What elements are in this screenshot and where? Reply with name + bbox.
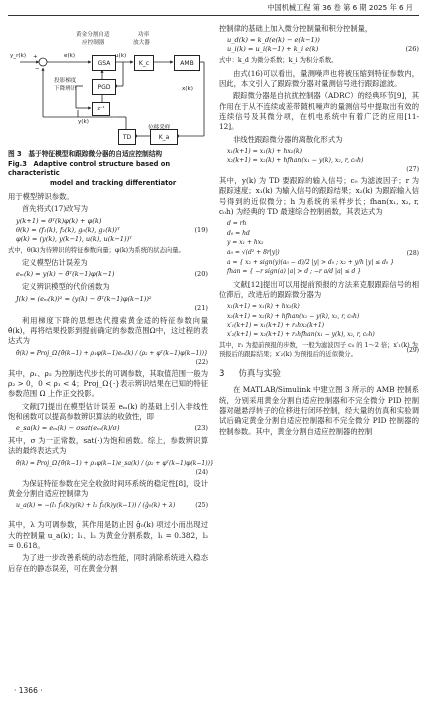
equation-number: (23) [194,424,208,433]
equation-line: d = rh [227,220,247,228]
equation-24 [16,459,214,476]
equation-line: fhan = { −r sign(a) |a| > d ; −r a/d |a| ≤ d } [227,268,362,276]
equation-number: (28) [406,250,419,258]
label-uk: u(k) [115,53,127,59]
pgd-label: PGD [97,83,111,91]
equation-line: x₂(k+1) = x₂(k) + hfhan(x₁ − y(k), x₂, r, c₀h) [227,156,364,164]
paragraph: 为了进一步改善系统的动态性能，同时消除系统进入稳态后存在的静态误差，可在黄金分割 [8,553,208,573]
paragraph: 其中，ρ₁、ρ₂ 为控制迭代步长的可调参数，其取值范围一般为 ρ₂ > 0，0 < ρ₁ < 4；Proj_Ω{·}表示辨识结果在已知的特征参数范围 Ω 上作正交投影。 [8,368,208,399]
label-plus: + [33,54,38,60]
paragraph: 其中，λ 为可调参数，其作用是防止因 ĝ₀(k) 项过小而出现过大的控制量 u_a(k)；l₁、l₂ 为黄金分割系数，l₁ = 0.382，l₂ = 0.618。 [8,520,208,550]
paragraph: 其中，σ 为一正常数，sat(·)为饱和函数。综上，参数辨识算法的最终表达式为 [8,436,208,456]
kc-block [134,55,154,71]
page-number: · 1366 · [14,686,43,695]
pgd-block [92,79,116,95]
equation-note: 其中，r₁ 为提前预报的步数，一般为滤波因子 c₀ 的 1～2 倍；x′₁(k) 为预报后的跟踪结果；x′₂(k) 为预报后的近似微分。 [219,342,418,358]
paragraph: 用于模型辨识参数。 [8,192,74,201]
paragraph: 文献[7]提出在模型估计误差 eₘ(k) 的基础上引入非线性饱和函数可以提高参数辨识算法的收敛性，即 [8,401,208,421]
paragraph: 非线性跟踪微分器的离散化形式为 [233,134,343,144]
paragraph: 文献[12]提出可以用提前预报的方法来克服跟踪信号的相位滞后，改进后的跟踪微分器为 [219,279,419,300]
label-gsa-title2: 应控制器 [82,40,105,46]
paragraph: 控制律的基础上加入微分控制量和积分控制量， [219,24,373,33]
equation-26 [227,36,419,54]
equation-line: d₀ = hd [227,229,250,237]
equation-line: φ(k) = (y(k), y(k−1), u(k), u(k−1))ᵀ [16,234,132,243]
equation-line: u_i(k) = u_i(k−1) + k_i e(k) [227,45,319,54]
ka-block [150,129,178,145]
equation-28 [227,219,419,277]
equation-line: θ(k) = (f₁(k), f₂(k), g₀(k), g₁(k))ᵀ [16,225,120,234]
running-header [0,0,427,16]
equation-note: 式中，θ(k)为待辨识的特征参数向量；φ(k)为系统的状态向量。 [8,246,185,254]
equation-number: (29) [406,347,419,355]
td-block [118,129,136,145]
equation-27 [227,147,419,173]
label-xk: x(k) [182,86,193,92]
section-heading [219,367,419,379]
header-rule [8,15,419,16]
section-number: 3 [219,369,225,380]
amb-block [174,55,200,71]
equation-number: (27) [406,165,419,173]
td-label: TD [122,133,132,141]
equation-number: (19) [194,225,208,234]
paragraph: 定义辨识模型的代价函数为 [22,282,110,292]
paragraph: 为保证特征参数在完全收敛时间环系统的稳定性[8]，设计黄金分割自适应控制律为 [8,478,208,499]
equation-line: a = { x₂ + sign(y)(a₀ − d)/2 |y| > d₀ ; x₂ + y/h |y| ≤ d₀ } [227,258,395,266]
paragraph: 定义模型估计误差为 [22,258,88,268]
figure-3-block-diagram [8,24,208,146]
kc-label: K_c [138,59,150,67]
running-title: 中国机械工程 第 36 卷 第 6 期 2025 年 6 月 [267,3,413,12]
label-pgd-title2: 下降辨识 [54,86,77,92]
label-minus: − [35,66,40,72]
equation-line: e_sa(k) = eₘ(k) − σsat(eₘ(k)/σ) [16,424,120,433]
equation-line: eₘ(k) = y(k) − θ̂ᵀ(k−1)φ(k−1) [16,270,115,279]
gsa-label: GSA [97,59,111,67]
paragraph: 其中，y(k) 为 TD 要跟踪的输入信号；c₀ 为滤波因子；r 为跟踪速度；x₁(k) 为输入信号的跟踪结果；x₂(k) 为跟踪输入信号得到的近似微分；h 为系统的采样步长；fhan(x₁, x₂, r, c₀h) 为经典的 TD 最速综合控制函数，其表达式为 [219,175,419,216]
equation-21 [16,295,208,313]
equation-line: x′₂(k+1) = x₂(k+1) + r₁hfhan(x₁ − y(k), x₂, r, c₀h) [227,330,375,338]
equation-line: x′₁(k+1) = x₁(k+1) + r₁hx₂(k+1) [227,321,325,329]
figure-caption-en-2: model and tracking differentiator [50,179,177,187]
gsa-block [92,55,116,71]
equation-line: x₁(k+1) = x₁(k) + hx₂(k) [227,147,302,155]
equation-line: y = x₁ + hx₂ [227,239,264,247]
equation-line: J(k) = (eₘ(k))² = (y(k) − θ̂ᵀ(k−1)φ(k−1))² [16,294,152,303]
equation-number: (25) [195,502,208,510]
paragraph: 利用梯度下降的思想迭代搜索黄金适的特征参数向量θ̂(k)，再将结果投影到提前确定的参数范围Ω中，这过程的表达式为 [8,315,208,346]
equation-line: y(k+1) = θᵀ(k)φ(k) + φ(k) [16,216,102,225]
paragraph: 跟踪微分器是自抗扰控制器（ADRC）的经典环节[9]，其作用在于从不连续或差带随机噪声的量测信号中提取出有效的连续信号及其微分项，在机电系统中有着广泛的应用[11-12]。 [219,91,419,132]
equation-number: (21) [194,303,208,312]
equation-line: u_a(k) = −(l₁ f̂₁(k)y(k) + l₂ f̂₂(k)y(k−1)) / (ĝ₀(k) + λ) [16,502,176,510]
figure-caption-cn: 图 3 基于特征模型和跟踪微分器的自适应控制结构 [8,150,163,158]
section-title: 仿真与实验 [238,369,281,380]
equation-line: θ̂(k) = Proj_Ω{θ̂(k−1) + ρ₁φ(k−1)e_sa(k) / (ρ₂ + φᵀ(k−1)φ(k−1))} [16,459,214,467]
label-sensor: 位移采样 [148,125,171,131]
equation-line: a₀ = √(d² + 8r|y|) [227,248,280,256]
label-gsa-title1: 黄金分割自适 [76,32,110,38]
right-column [219,24,419,439]
paragraph: 首先将式(17)改写为 [22,204,89,214]
label-amp-title1: 功率 [138,32,150,38]
equation-note: 式中：k_d 为微分系数；k_i 为积分系数。 [219,57,338,65]
amb-label: AMB [180,59,194,67]
paragraph: 在 MATLAB/Simulink 中建立图 3 所示的 AMB 控制系统，分别采用黄金分割自适应控制器和不完全微分 PID 控制器对磁悬浮转子的位移进行闭环控制，经大量的仿真和实验调试后确定黄金分割自适应控制器和不完全微分 PID 控制器的控制参数。其中，黄金分割自适应控制器的控制 [219,385,419,436]
label-amp-title2: 放大器 [133,40,150,46]
label-ek: e(k) [64,53,76,59]
equation-number: (20) [194,270,208,279]
paragraph: 由式(16)可以看出，量测噪声也将被压缩到特征参数内，因此，本文引入了跟踪微分器对量测信号进行跟踪滤波。 [219,68,419,89]
equation-line: θ̂(k) = Proj_Ω{θ̂(k−1) + ρ₁φ(k−1)eₘ(k) / (ρ₂ + φᵀ(k−1)φ(k−1))} [16,349,208,357]
delay-block: z⁻¹ [92,102,110,116]
equation-20 [16,270,208,279]
equation-number: (22) [195,358,208,366]
equation-23 [16,424,208,433]
equation-25 [16,501,208,517]
equation-line: x₁(k+1) = x₁(k) + hx₂(k) [227,303,300,311]
label-yr: y_r(k) [10,53,27,59]
label-pgd-title1: 投影梯度 [54,78,77,84]
equation-19 [16,217,208,244]
equation-22 [16,349,208,366]
ka-label: K_a [158,133,170,141]
figure-caption-en-1: Fig.3 Adaptive control structure based on characteristic [8,160,171,177]
equation-number: (26) [405,45,419,54]
equation-line: x₂(k+1) = x₂(k) + hfhan(x₁ − y(k), x₂, r, c₀h) [227,312,360,320]
equation-line: u_d(k) = k_d(e(k) − e(k−1)) [227,36,320,45]
label-yk: y(k) [78,119,89,125]
left-column [8,24,214,576]
equation-number: (24) [195,468,208,476]
